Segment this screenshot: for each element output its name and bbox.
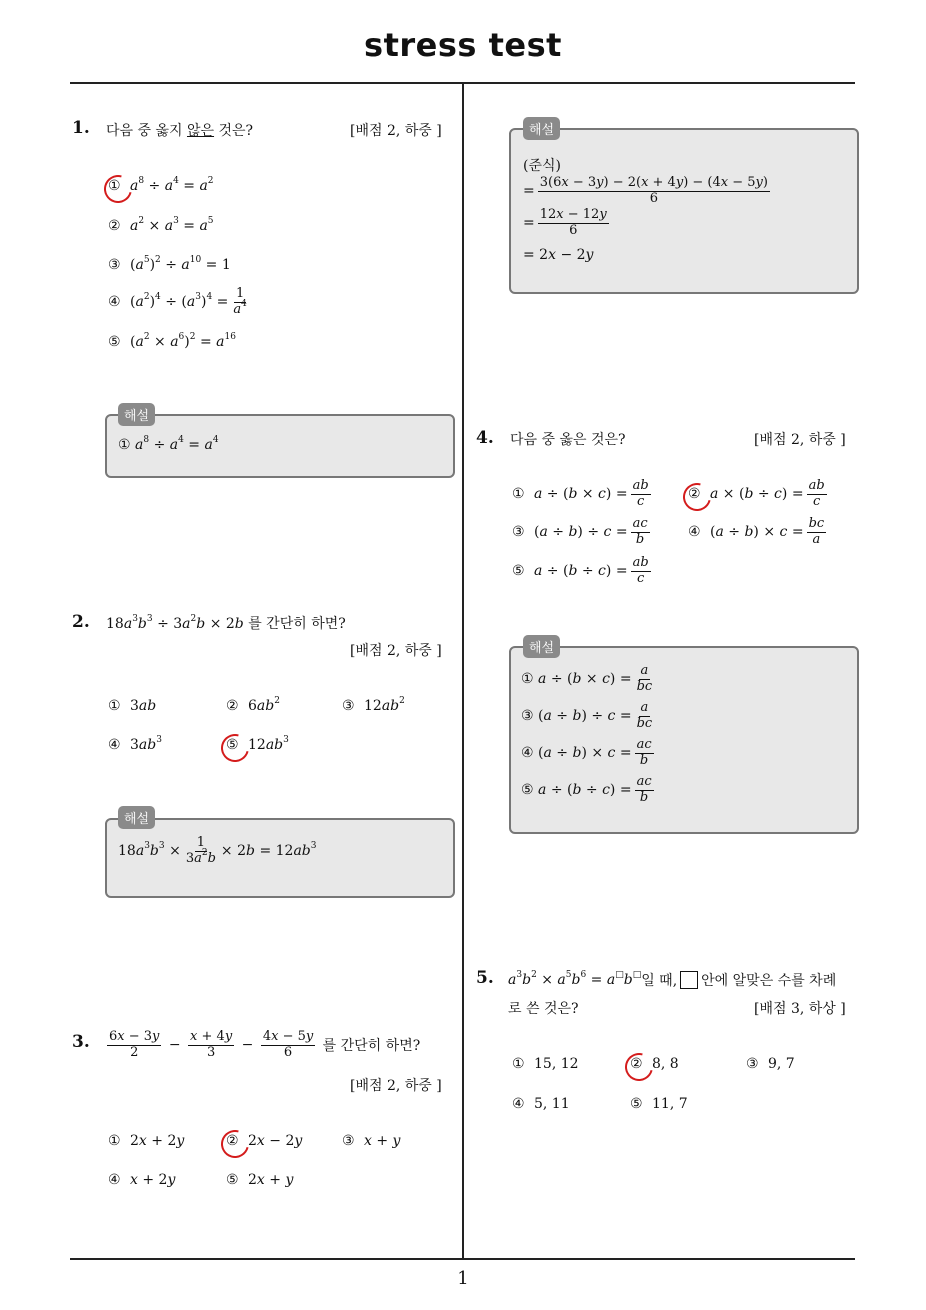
page-title: stress test (364, 26, 562, 64)
question-text: $a^3b^2 \times a^5b^6 = a^□b^□$ 일 때, 안에 알맞은 수를 차례 (508, 970, 837, 989)
solution-line: ④ (a ÷ b) × c = $\frac{ac}{b}$ (521, 737, 652, 768)
solution-tag: 해설 (118, 403, 155, 426)
option-5[interactable]: ⑤ $(a^2 \times a^6)^2 = a^{16}$ (108, 332, 236, 350)
option-1[interactable]: ① a ÷ (b × c) = $\frac{ab}{c}$ (512, 478, 649, 509)
score-label: [배점 2, 하중 ] (350, 1078, 442, 1094)
option-2[interactable]: ② $a^2 \times a^3 = a^5$ (108, 216, 214, 234)
option-5[interactable]: ⑤ 11, 7 (630, 1096, 688, 1112)
option-3[interactable]: ③ $12ab^2$ (342, 696, 405, 714)
option-4[interactable]: ④ (a ÷ b) × c = $\frac{bc}{a}$ (688, 516, 825, 547)
question-text: 다음 중 옳지 않은 것은? (106, 123, 254, 139)
option-3[interactable]: ③ x + y (342, 1133, 401, 1149)
question-text: 다음 중 옳은 것은? (510, 432, 626, 448)
question-number: 1. (72, 118, 90, 138)
solution-line: ③ (a ÷ b) ÷ c = $\frac{a}{bc}$ (521, 700, 653, 731)
answer-circle (99, 170, 137, 208)
bottom-rule (70, 1258, 855, 1260)
solution-line: ① a ÷ (b × c) = $\frac{a}{bc}$ (521, 663, 653, 694)
option-5[interactable]: ⑤ 2x + y (226, 1172, 294, 1188)
option-5[interactable]: ⑤ a ÷ (b ÷ c) = $\frac{ab}{c}$ (512, 555, 649, 586)
solution-line: ⑤ a ÷ (b ÷ c) = $\frac{ac}{b}$ (521, 774, 652, 805)
solution-line: = $\frac{12x - 12y}{6}$ (523, 207, 607, 238)
question-number: 5. (476, 968, 494, 988)
option-2[interactable]: ② a × (b ÷ c) = $\frac{ab}{c}$ (688, 478, 825, 509)
solution-text: $18a^3b^3$ × $\frac{1}{3a^2b}$ × $2b = 12ab^3$ (118, 835, 317, 866)
solution-line: = $\frac{3(6x - 3y) - 2(x + 4y) - (4x - 5y)}{6}$ (523, 175, 768, 206)
score-label: [배점 2, 하중 ] (350, 123, 442, 139)
solution-tag: 해설 (523, 117, 560, 140)
option-3[interactable]: ③ $(a^5)^2 \div a^{10} = 1$ (108, 255, 231, 273)
solution-text: ① $a^8 \div a^4 = a^4$ (118, 435, 219, 453)
answer-circle (216, 729, 254, 767)
question-text-line2: 로 쓴 것은? (508, 1001, 579, 1017)
option-1[interactable]: ① 2x + 2y (108, 1133, 185, 1149)
column-divider (462, 83, 464, 1259)
option-4[interactable]: ④ $3ab^3$ (108, 735, 162, 753)
option-1[interactable]: ① $a^8 \div a^4 = a^2$ (108, 176, 214, 194)
question-number: 4. (476, 428, 494, 448)
solution-tag: 해설 (523, 635, 560, 658)
solution-line: = 2x − 2y (523, 247, 594, 263)
question-text: $18a^3b^3 \div 3a^2b \times 2b$ 를 간단히 하면? (106, 614, 346, 632)
option-4[interactable]: ④ x + 2y (108, 1172, 176, 1188)
blank-box-icon (680, 971, 698, 989)
score-label: [배점 3, 하상 ] (754, 1001, 846, 1017)
option-2[interactable]: ② 8, 8 (630, 1056, 679, 1072)
answer-circle (620, 1048, 658, 1086)
page-number: 1 (457, 1268, 469, 1289)
option-1[interactable]: ① 3ab (108, 698, 157, 714)
option-3[interactable]: ③ (a ÷ b) ÷ c = $\frac{ac}{b}$ (512, 516, 648, 547)
score-label: [배점 2, 하중 ] (350, 643, 442, 659)
question-number: 3. (72, 1032, 90, 1052)
question-text: $\frac{6x - 3y}{2}$ − $\frac{x + 4y}{3}$ − $\frac{4x - 5y}{6}$ 를 간단히 하면? (109, 1029, 421, 1060)
question-number: 2. (72, 612, 90, 632)
option-3[interactable]: ③ 9, 7 (746, 1056, 795, 1072)
score-label: [배점 2, 하중 ] (754, 432, 846, 448)
answer-circle (216, 1125, 254, 1163)
option-2[interactable]: ② 2x − 2y (226, 1133, 303, 1149)
solution-line: (준식) (523, 158, 561, 174)
option-4[interactable]: ④ $(a^2)^4 \div (a^3)^4$ = $\frac{1}{a^4}$ (108, 286, 247, 317)
option-5[interactable]: ⑤ $12ab^3$ (226, 735, 289, 753)
solution-tag: 해설 (118, 806, 155, 829)
option-2[interactable]: ② $6ab^2$ (226, 696, 280, 714)
option-4[interactable]: ④ 5, 11 (512, 1096, 570, 1112)
option-1[interactable]: ① 15, 12 (512, 1056, 579, 1072)
